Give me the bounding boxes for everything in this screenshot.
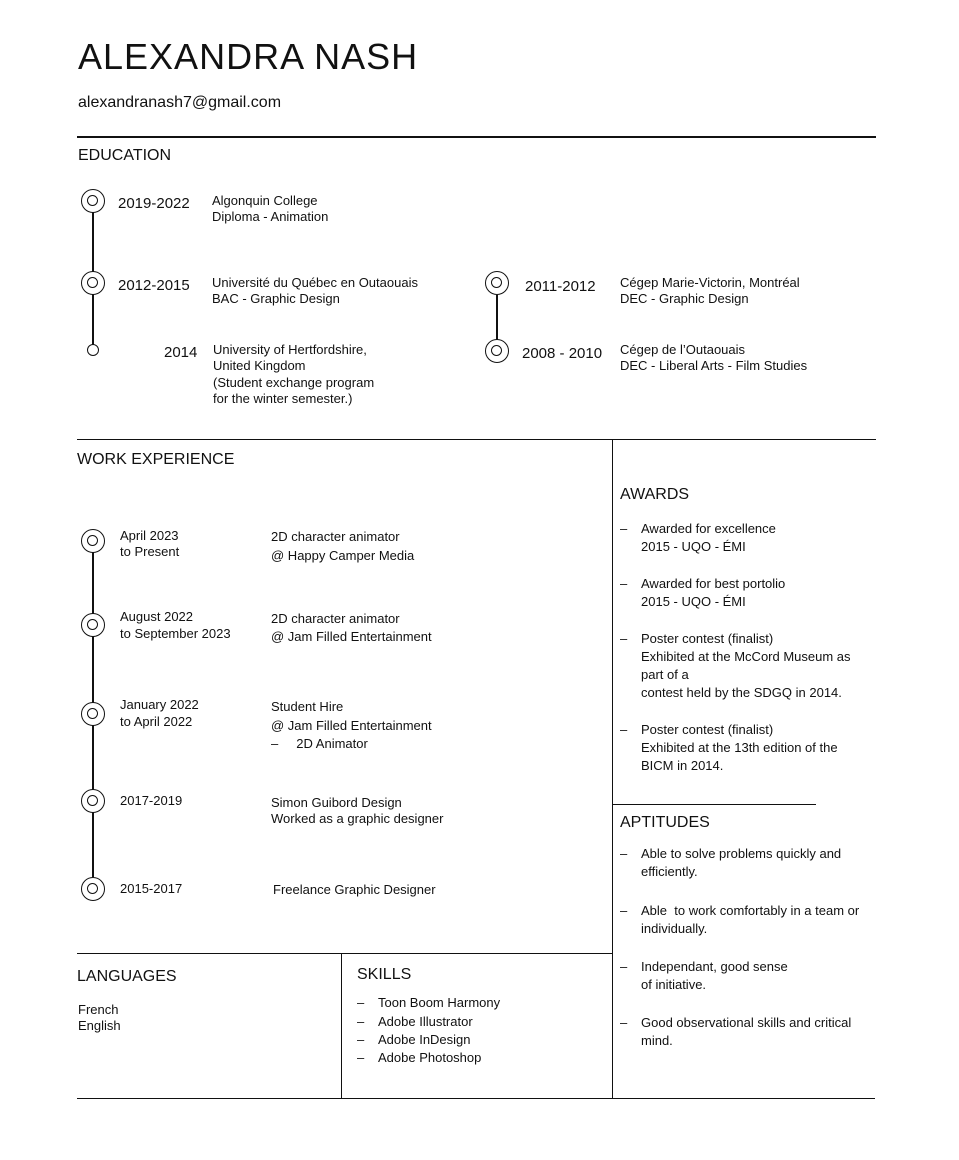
education-note: for the winter semester.) <box>213 391 353 406</box>
education-location: United Kingdom <box>213 358 306 373</box>
bullet-dash: – <box>620 846 628 861</box>
aptitude-text: Able to work comfortably in a team or individually. <box>641 903 863 936</box>
work-date-end: to Present <box>120 544 180 559</box>
skill-text: Adobe Illustrator <box>378 1014 473 1029</box>
timeline-node-icon <box>81 271 105 295</box>
education-program: DEC - Liberal Arts - Film Studies <box>620 358 808 373</box>
page-bottom-divider <box>77 1098 875 1099</box>
work-date-start: August 2022 <box>120 609 194 624</box>
work-role: Student Hire <box>271 699 344 714</box>
education-institution: Cégep de l’Outaouais <box>620 342 746 357</box>
aptitude-text: Able to solve problems quickly and efficiently. <box>641 846 842 879</box>
skill-text: Toon Boom Harmony <box>378 995 501 1010</box>
award-text: Awarded for excellence 2015 - UQO - ÉMI <box>641 521 776 554</box>
languages-heading: LANGUAGES <box>77 968 177 985</box>
timeline-node-icon <box>81 877 105 901</box>
candidate-name: ALEXANDRA NASH <box>78 36 419 77</box>
education-divider <box>77 439 876 440</box>
bullet-dash: – <box>357 1032 365 1047</box>
education-timeline-line-right <box>496 295 498 340</box>
work-bottom-divider <box>77 953 613 954</box>
work-description: Worked as a graphic designer <box>271 811 444 826</box>
education-program: DEC - Graphic Design <box>620 291 749 306</box>
work-role: 2D character animator <box>271 611 400 626</box>
work-role: Freelance Graphic Designer <box>273 882 436 897</box>
work-date-start: 2015-2017 <box>120 881 183 896</box>
education-institution: Université du Québec en Outaouais <box>212 275 418 290</box>
work-detail: – 2D Animator <box>271 736 368 751</box>
timeline-small-node-icon <box>87 344 99 356</box>
timeline-node-icon <box>485 339 509 363</box>
education-years: 2012-2015 <box>118 277 190 294</box>
education-years: 2019-2022 <box>118 195 190 212</box>
bullet-dash: – <box>357 1050 365 1065</box>
work-company: @ Jam Filled Entertainment <box>271 629 432 644</box>
bullet-dash: – <box>620 631 628 646</box>
column-divider <box>612 439 613 1099</box>
email-address[interactable]: alexandranash7@gmail.com <box>78 94 282 111</box>
timeline-node-icon <box>81 529 105 553</box>
work-role: Simon Guibord Design <box>271 795 402 810</box>
timeline-node-icon <box>81 702 105 726</box>
education-years: 2011-2012 <box>525 278 596 295</box>
aptitude-text: Independant, good sense of initiative. <box>641 959 788 992</box>
language-item: French <box>78 1002 119 1017</box>
work-role: 2D character animator <box>271 529 400 544</box>
aptitudes-heading: APTITUDES <box>620 814 710 831</box>
bullet-dash: – <box>620 521 628 536</box>
education-years: 2008 - 2010 <box>522 345 603 362</box>
timeline-node-icon <box>81 189 105 213</box>
skills-heading: SKILLS <box>357 966 412 983</box>
header-divider <box>77 136 876 138</box>
timeline-node-icon <box>81 789 105 813</box>
bullet-dash: – <box>620 1015 628 1030</box>
education-note: (Student exchange program <box>213 375 375 390</box>
language-item: English <box>78 1018 121 1033</box>
skill-text: Adobe Photoshop <box>378 1050 482 1065</box>
work-experience-heading: WORK EXPERIENCE <box>77 451 235 468</box>
education-heading: EDUCATION <box>78 147 172 164</box>
languages-skills-divider <box>341 953 342 1099</box>
education-institution: Cégep Marie-Victorin, Montréal <box>620 275 800 290</box>
bullet-dash: – <box>620 959 628 974</box>
education-program: Diploma - Animation <box>212 209 329 224</box>
education-years: 2014 <box>164 344 198 361</box>
bullet-dash: – <box>357 995 365 1010</box>
awards-divider <box>612 804 816 805</box>
award-text: Awarded for best portolio 2015 - UQO - ÉMI <box>641 576 786 609</box>
awards-heading: AWARDS <box>620 486 690 503</box>
bullet-dash: – <box>357 1014 365 1029</box>
work-date-start: 2017-2019 <box>120 793 183 808</box>
education-program: BAC - Graphic Design <box>212 291 340 306</box>
timeline-node-icon <box>81 613 105 637</box>
bullet-dash: – <box>620 903 628 918</box>
bullet-dash: – <box>620 576 628 591</box>
award-text: Poster contest (finalist) Exhibited at the 13th edition of the BICM in 2014. <box>641 722 838 773</box>
work-date-start: January 2022 <box>120 697 199 712</box>
education-institution: University of Hertfordshire, <box>213 342 367 357</box>
award-text: Poster contest (finalist) Exhibited at the McCord Museum as part of a contest held by the SDGQ in 2014. <box>641 631 851 700</box>
work-date-end: to September 2023 <box>120 626 231 641</box>
bullet-dash: – <box>620 722 628 737</box>
work-date-end: to April 2022 <box>120 714 193 729</box>
work-company: @ Happy Camper Media <box>271 548 415 563</box>
timeline-node-icon <box>485 271 509 295</box>
aptitude-text: Good observational skills and critical mind. <box>641 1015 852 1048</box>
work-company: @ Jam Filled Entertainment <box>271 718 432 733</box>
education-institution: Algonquin College <box>212 193 318 208</box>
skill-text: Adobe InDesign <box>378 1032 471 1047</box>
work-date-start: April 2023 <box>120 528 179 543</box>
